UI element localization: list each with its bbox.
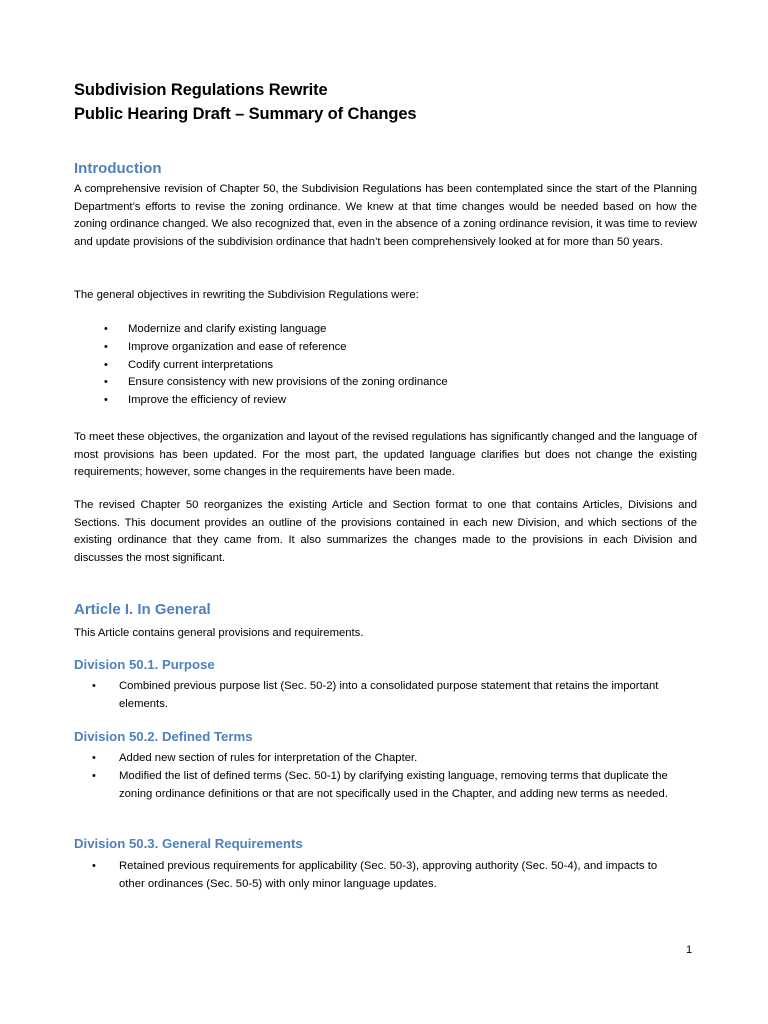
list-item: • Retained previous requirements for applicability (Sec. 50-3), approving authority (Sec. 50-4), and impacts to other ordinances (Sec. 50-5) with only minor language updates. bbox=[92, 860, 658, 890]
bullet-icon: • bbox=[104, 358, 108, 371]
bullet-icon: • bbox=[104, 323, 108, 335]
list-item: • Ensure consistency with new provisions of the zoning ordinance bbox=[104, 374, 604, 392]
title-line-2: Public Hearing Draft – Summary of Changes bbox=[74, 105, 417, 123]
introduction-paragraph-4: The revised Chapter 50 reorganizes the existing Article and Section format to one that contains Articles, Divisions and Sections. This document provides an outline of the provisions contained in each new Division, and which sections of the existing ordinance that they came from. It also summarizes the changes made to the provisions in each Division and discusses the most significant. bbox=[74, 499, 697, 564]
division-50-1-heading: Division 50.1. Purpose bbox=[74, 657, 215, 672]
list-item: • Modernize and clarify existing language bbox=[104, 321, 604, 339]
article-1-heading: Article I. In General bbox=[74, 601, 211, 618]
list-item: • Added new section of rules for interpretation of the Chapter. bbox=[92, 750, 682, 768]
bullet-icon: • bbox=[92, 680, 96, 692]
introduction-paragraph-3: To meet these objectives, the organization and layout of the revised regulations has significantly changed and the language of most provisions has been updated. For the most part, the updated language clarifies but does not change the existing requirements; however, some changes in the requirements have been made. bbox=[74, 431, 697, 479]
objectives-lead-in: The general objectives in rewriting the Subdivision Regulations were: bbox=[74, 289, 419, 301]
introduction-heading: Introduction bbox=[74, 160, 162, 177]
list-item: • Improve the efficiency of review bbox=[104, 392, 604, 410]
division-50-3-heading: Division 50.3. General Requirements bbox=[74, 836, 303, 851]
division-50-2-list bbox=[92, 750, 682, 803]
introduction-paragraph-1: A comprehensive revision of Chapter 50, the Subdivision Regulations has been contemplated since the start of the Planning Department’s efforts to revise the zoning ordinance. We knew at that time changes would be needed based on how the zoning ordinance changed. We also recognized that, even in the absence of a zoning ordinance revision, it was time to review and update provisions of the subdivision ordinance that hadn’t been comprehensively looked at for more than 50 years. bbox=[74, 183, 697, 248]
bullet-icon: • bbox=[92, 860, 96, 872]
bullet-icon: • bbox=[104, 340, 108, 353]
list-item: • Combined previous purpose list (Sec. 50-2) into a consolidated purpose statement that retains the important elements. bbox=[92, 680, 659, 710]
division-50-2-heading: Division 50.2. Defined Terms bbox=[74, 729, 253, 744]
document-title bbox=[74, 78, 416, 126]
list-item: • Codify current interpretations bbox=[104, 357, 604, 375]
objectives-list bbox=[104, 321, 604, 410]
bullet-icon: • bbox=[104, 376, 108, 389]
list-item: • Modified the list of defined terms (Sec. 50-1) by clarifying existing language, removing terms that duplicate the zoning ordinance definitions or that are not specifically used in the Chapter, and adding new terms as needed. bbox=[92, 769, 668, 800]
division-50-3-list bbox=[92, 858, 682, 894]
bullet-icon: • bbox=[92, 752, 96, 764]
list-item: • Improve organization and ease of reference bbox=[104, 339, 604, 357]
division-50-1-list bbox=[92, 678, 682, 714]
page-number: 1 bbox=[686, 944, 693, 956]
title-line-1: Subdivision Regulations Rewrite bbox=[74, 81, 328, 99]
article-1-intro: This Article contains general provisions and requirements. bbox=[74, 627, 364, 639]
bullet-icon: • bbox=[92, 769, 96, 782]
bullet-icon: • bbox=[104, 394, 108, 407]
